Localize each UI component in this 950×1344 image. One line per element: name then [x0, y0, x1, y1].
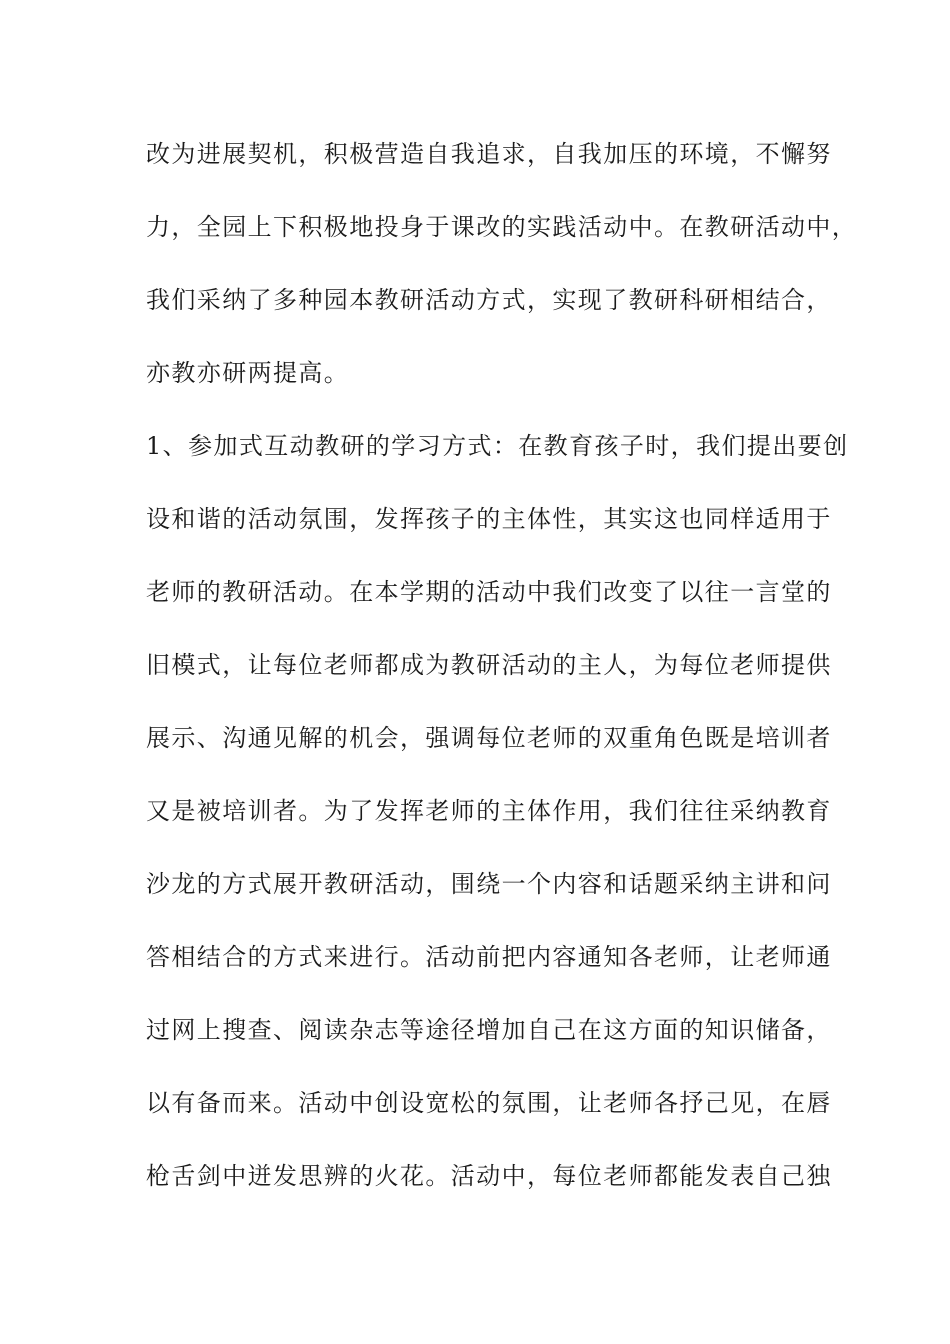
- text-line: 改为进展契机，积极营造自我追求，自我加压的环境，不懈努: [146, 140, 832, 168]
- text-line: 我们采纳了多种园本教研活动方式，实现了教研科研相结合，: [146, 286, 832, 314]
- text-line: 设和谐的活动氛围，发挥孩子的主体性，其实这也同样适用于: [146, 505, 832, 533]
- text-line: 沙龙的方式展开教研活动，围绕一个内容和话题采纳主讲和问: [146, 870, 832, 898]
- text-line: 老师的教研活动。在本学期的活动中我们改变了以往一言堂的: [146, 578, 832, 606]
- text-line: 枪舌剑中迸发思辨的火花。活动中，每位老师都能发表自己独: [146, 1162, 832, 1190]
- text-line: 以有备而来。活动中创设宽松的氛围，让老师各抒己见，在唇: [146, 1089, 832, 1117]
- text-line: 1、参加式互动教研的学习方式：在教育孩子时，我们提出要创: [146, 432, 849, 460]
- text-line: 亦教亦研两提高。: [146, 359, 350, 387]
- text-line: 过网上搜查、阅读杂志等途径增加自己在这方面的知识储备，: [146, 1016, 832, 1044]
- text-line: 又是被培训者。为了发挥老师的主体作用，我们往往采纳教育: [146, 797, 832, 825]
- text-line: 力，全园上下积极地投身于课改的实践活动中。在教研活动中，: [146, 213, 858, 241]
- text-line: 展示、沟通见解的机会，强调每位老师的双重角色既是培训者: [146, 724, 832, 752]
- text-line: 答相结合的方式来进行。活动前把内容通知各老师，让老师通: [146, 943, 832, 971]
- text-line: 旧模式，让每位老师都成为教研活动的主人，为每位老师提供: [146, 651, 832, 679]
